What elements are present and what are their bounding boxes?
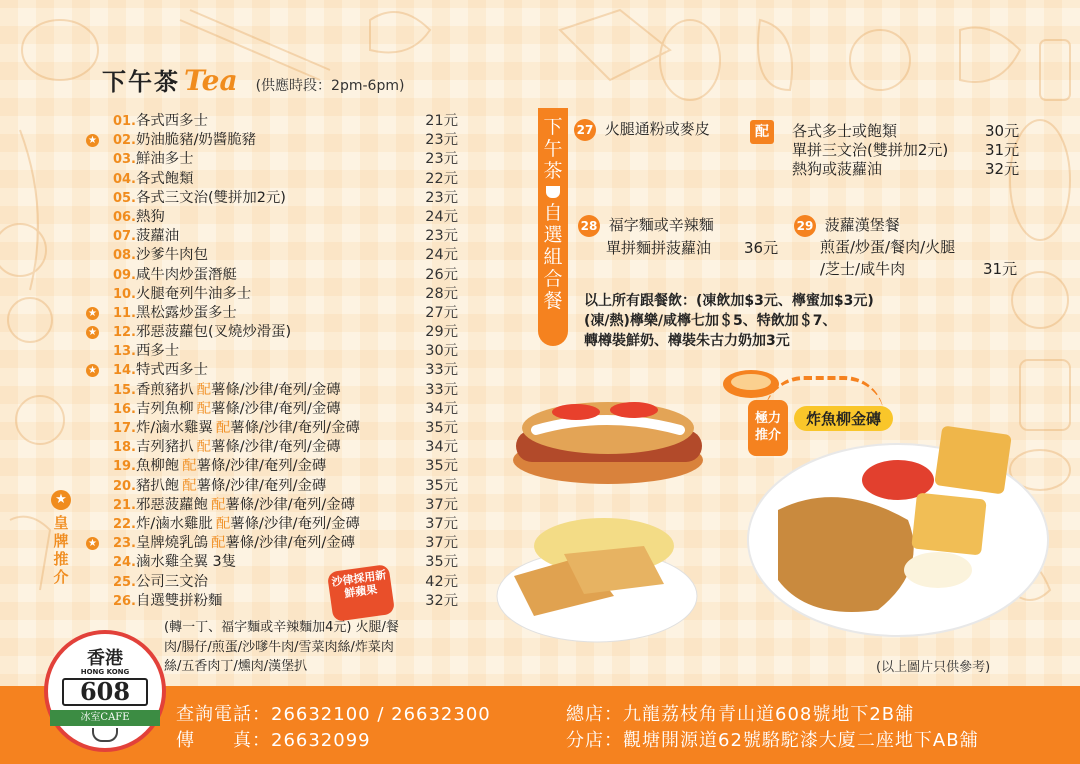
set-option-0-price: 30元 xyxy=(985,122,1020,140)
fax-line: 傳 真：26632099 xyxy=(176,730,371,751)
menu-item-number: 18. xyxy=(112,440,136,456)
pei-label: 配 xyxy=(210,496,226,513)
strongly-recommend-badge: 極力推介 xyxy=(748,400,788,456)
set-item-29-price: 31元 xyxy=(983,260,1018,278)
menu-item xyxy=(86,208,464,227)
set-option-1-price: 31元 xyxy=(985,141,1020,159)
set-item-28-price: 36元 xyxy=(744,239,779,257)
menu-item-name: 皇牌燒乳鴿 配薯條/沙律/奄列/金磚 xyxy=(136,535,356,552)
menu-item xyxy=(86,419,464,438)
menu-item xyxy=(86,304,464,323)
star-icon: ★ xyxy=(51,490,71,510)
menu-item xyxy=(86,400,464,419)
menu-item-number: 06. xyxy=(112,209,136,225)
menu-item-name: 特式西多士 xyxy=(136,362,208,379)
menu-item xyxy=(86,496,464,515)
menu-item-price: 42元 xyxy=(425,573,458,590)
set-item-27: 27 火腿通粉或麥皮 xyxy=(574,118,710,141)
menu-item-name: 沙爹牛肉包 xyxy=(136,247,208,264)
star-icon: ★ xyxy=(86,326,99,339)
menu-item-price: 26元 xyxy=(425,266,458,283)
drinks-note-1: 以上所有跟餐飲：(凍飲加$3元、檸蜜加$3元) xyxy=(584,293,874,309)
menu-item-price: 35元 xyxy=(425,554,458,571)
set-banner-text-top: 下午茶 xyxy=(543,116,563,182)
pei-label: 配 xyxy=(215,420,231,436)
drinks-note-2: (凍/熱)檸樂/咸檸七加＄5、特飲加＄7、 xyxy=(584,313,837,329)
menu-item-name: 公司三文治 xyxy=(136,573,208,590)
menu-item-price: 33元 xyxy=(425,362,458,379)
image-reference-note: (以上圖片只供參考) xyxy=(876,660,991,675)
pei-label: 配 xyxy=(210,535,226,552)
menu-item-number: 09. xyxy=(112,267,136,283)
menu-item-name: 各式西多士 xyxy=(136,113,208,129)
signature-recommend-label xyxy=(50,490,72,586)
pei-label: 配 xyxy=(182,458,197,475)
pei-label: 配 xyxy=(196,400,211,417)
set-option-1: 單拼三文治(雙拼加2元) xyxy=(792,141,949,159)
menu-item xyxy=(86,285,464,304)
set-item-29: 29 菠蘿漢堡餐 xyxy=(794,214,900,237)
title-chinese: 下午茶 xyxy=(102,68,180,96)
pei-label: 配 xyxy=(196,381,211,398)
menu-item-price: 27元 xyxy=(425,304,458,321)
menu-item-price: 32元 xyxy=(425,592,458,609)
menu-item-number: 19. xyxy=(112,459,136,475)
menu-item-name: 炸/滷水雞翼 配薯條/沙律/奄列/金磚 xyxy=(136,420,360,436)
phone-line: 查詢電話：26632100 / 26632300 xyxy=(176,704,491,725)
menu-item-price: 22元 xyxy=(425,170,458,187)
menu-item-price: 23元 xyxy=(425,228,458,245)
menu-item-name: 各式三文治(雙拼加2元) xyxy=(136,189,286,206)
menu-item-number: 02. xyxy=(112,133,136,149)
section-title xyxy=(102,62,404,97)
menu-item-name: 鮮油多士 xyxy=(136,151,194,168)
menu-item-name: 吉列魚柳 配薯條/沙律/奄列/金磚 xyxy=(136,400,341,417)
menu-item-name: 豬扒飽 配薯條/沙律/奄列/金磚 xyxy=(136,477,327,494)
menu-item xyxy=(86,515,464,534)
menu-item-price: 35元 xyxy=(425,420,458,436)
item-number-badge: 27 xyxy=(574,119,596,141)
menu-item-price: 37元 xyxy=(425,496,458,513)
menu-item-name: 各式飽類 xyxy=(136,170,194,187)
menu-item-number: 22. xyxy=(112,516,136,532)
menu-item-price: 24元 xyxy=(425,247,458,264)
service-hours: (供應時段：2pm-6pm) xyxy=(255,78,405,94)
drinks-note-3: 轉樽裝鮮奶、樽裝朱古力奶加3元 xyxy=(584,333,790,349)
signature-recommend-text: 皇牌推介 xyxy=(53,514,69,586)
menu-item-number: 20. xyxy=(112,478,136,494)
menu-item xyxy=(86,573,464,592)
menu-item-price: 23元 xyxy=(425,189,458,206)
menu-item-number: 21. xyxy=(112,497,136,513)
set-menu-banner xyxy=(538,108,568,346)
menu-item-name: 火腿奄列牛油多士 xyxy=(136,285,252,302)
menu-item xyxy=(86,438,464,457)
menu-item-price: 34元 xyxy=(425,439,458,456)
shrimp-icon xyxy=(718,362,784,402)
menu-item-name: 吉列豬扒 配薯條/沙律/奄列/金磚 xyxy=(136,439,341,456)
noodle-options-note: (轉一丁、福字麵或辛辣麵加4元) 火腿/餐肉/腸仔/煎蛋/沙嗲牛肉/雪菜肉絲/炸菜肉絲/五香肉丁/燻肉/漢堡扒 xyxy=(164,620,399,674)
recommend-dish-label: 炸魚柳金磚 xyxy=(794,406,893,431)
french-toast-image xyxy=(494,506,700,644)
menu-item xyxy=(86,266,464,285)
set-item-28: 28 福字麵或辛辣麵 xyxy=(578,214,714,237)
menu-item xyxy=(86,553,464,572)
menu-item-price: 23元 xyxy=(425,151,458,168)
menu-item xyxy=(86,227,464,246)
menu-item-number: 13. xyxy=(112,344,136,360)
phone-numbers[interactable]: 26632100 / 26632300 xyxy=(271,704,491,725)
set-option-2-price: 32元 xyxy=(985,160,1020,178)
pei-label: 配 xyxy=(215,515,231,532)
hk608-cafe-logo: 香港 HONG KONG 608 冰室CAFE xyxy=(44,630,166,752)
menu-item-name: 自選雙拼粉麵 xyxy=(136,592,223,609)
menu-item xyxy=(86,477,464,496)
menu-item xyxy=(86,342,464,361)
menu-item xyxy=(86,189,464,208)
menu-item-number: 17. xyxy=(112,421,136,436)
set-item-28-sub: 單拼麵拼菠蘿油 xyxy=(606,239,712,257)
menu-item-price: 34元 xyxy=(425,400,458,417)
menu-item-number: 26. xyxy=(112,593,136,609)
menu-item-number: 23. xyxy=(112,536,136,552)
coffee-cup-icon xyxy=(546,186,560,198)
cup-icon xyxy=(92,728,118,742)
menu-item-price: 21元 xyxy=(425,113,458,129)
menu-item-price: 33元 xyxy=(425,381,458,398)
menu-item-number: 11. xyxy=(112,305,136,321)
menu-item-name: 黑松露炒蛋多士 xyxy=(136,304,237,321)
hot-dog-image xyxy=(506,390,710,488)
set-option-0: 各式多士或飽類 xyxy=(792,122,898,140)
menu-item-number: 10. xyxy=(112,286,136,302)
menu-item xyxy=(86,534,464,553)
set-banner-text-bottom: 自選組合餐 xyxy=(543,202,563,312)
menu-item-name: 奶油脆豬/奶醬脆豬 xyxy=(136,132,256,149)
menu-item-price: 28元 xyxy=(425,285,458,302)
menu-item-price: 37元 xyxy=(425,515,458,532)
star-icon: ★ xyxy=(86,364,99,377)
menu-item-number: 16. xyxy=(112,401,136,417)
pei-label: 配 xyxy=(182,477,197,494)
pei-badge: 配 xyxy=(750,120,774,144)
menu-item-price: 37元 xyxy=(425,535,458,552)
menu-item-name: 熱狗 xyxy=(136,208,165,225)
set-item-29-sub1: 煎蛋/炒蛋/餐肉/火腿 xyxy=(820,238,956,256)
menu-item xyxy=(86,170,464,189)
menu-item-number: 07. xyxy=(112,229,136,245)
menu-item-name: 滷水雞全翼 3隻 xyxy=(136,554,237,571)
menu-item-name: 魚柳飽 配薯條/沙律/奄列/金磚 xyxy=(136,458,327,475)
menu-item-number: 03. xyxy=(112,152,136,168)
star-icon: ★ xyxy=(86,307,99,320)
menu-item-number: 12. xyxy=(112,325,136,341)
fax-number: 26632099 xyxy=(271,730,371,751)
menu-item xyxy=(86,112,464,131)
star-icon: ★ xyxy=(86,537,99,550)
menu-item-price: 23元 xyxy=(425,132,458,149)
menu-item-name: 咸牛肉炒蛋潛艇 xyxy=(136,266,237,283)
menu-item-name: 香煎豬扒 配薯條/沙律/奄列/金磚 xyxy=(136,381,341,398)
menu-item-number: 15. xyxy=(112,382,136,398)
menu-item-number: 01. xyxy=(112,114,136,129)
menu-item xyxy=(86,592,464,611)
menu-item-name: 邪惡菠蘿飽 配薯條/沙律/奄列/金磚 xyxy=(136,496,356,513)
menu-item-price: 29元 xyxy=(425,324,458,341)
menu-item-price: 30元 xyxy=(425,343,458,360)
menu-item-name: 西多士 xyxy=(136,343,180,360)
menu-item-name: 菠蘿油 xyxy=(136,228,180,245)
branch-shop-address: 分店：觀塘開源道62號駱駝漆大廈二座地下AB舖 xyxy=(566,730,979,751)
menu-item-price: 35元 xyxy=(425,458,458,475)
salad-apple-badge: 沙律採用新鮮蘋果 xyxy=(327,564,395,622)
menu-item xyxy=(86,361,464,380)
menu-item-number: 04. xyxy=(112,171,136,187)
main-shop-address: 總店：九龍荔枝角青山道608號地下2B舖 xyxy=(566,704,915,725)
menu-item-number: 08. xyxy=(112,248,136,264)
menu-item-number: 24. xyxy=(112,555,136,571)
pei-label: 配 xyxy=(196,439,211,456)
menu-item xyxy=(86,381,464,400)
menu-item-name: 邪惡菠蘿包(叉燒炒滑蛋) xyxy=(136,324,292,341)
set-option-2: 熱狗或菠蘿油 xyxy=(792,160,883,178)
menu-item xyxy=(86,131,464,150)
menu-item-name: 炸/滷水雞肶 配薯條/沙律/奄列/金磚 xyxy=(136,515,360,532)
menu-item-number: 14. xyxy=(112,363,136,379)
set-item-29-sub2: /芝士/咸牛肉 xyxy=(820,260,906,278)
menu-item-number: 05. xyxy=(112,190,136,206)
star-icon: ★ xyxy=(86,134,99,147)
menu-item xyxy=(86,457,464,476)
menu-item xyxy=(86,246,464,265)
tea-menu-list xyxy=(86,112,464,611)
item-number-badge: 29 xyxy=(794,215,816,237)
item-number-badge: 28 xyxy=(578,215,600,237)
menu-item-price: 24元 xyxy=(425,208,458,225)
menu-item-number: 25. xyxy=(112,574,136,590)
menu-item xyxy=(86,150,464,169)
menu-item xyxy=(86,323,464,342)
title-tea-script: Tea xyxy=(184,64,238,97)
menu-item-price: 35元 xyxy=(425,477,458,494)
